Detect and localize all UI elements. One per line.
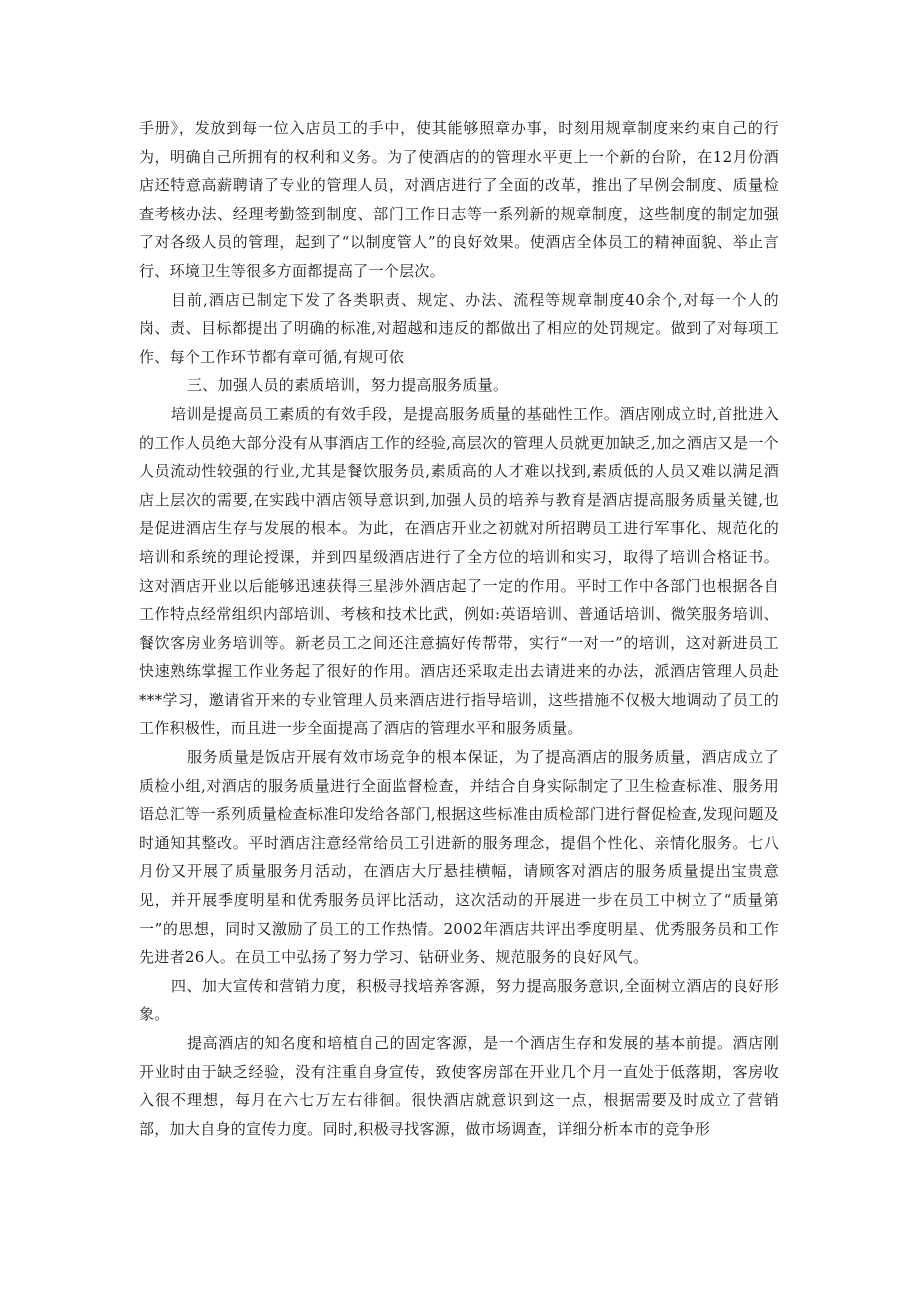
paragraph-regulations-manual: 手册》，发放到每一位入店员工的手中，使其能够照章办事，时刻用规章制度来约束自己的行为，明确自己所拥有的权利和义务。为了使酒店的的管理水平更上一个新的台阶，在12月份酒店还特意高薪聘请了专业的管理人员，对酒店进行了全面的改革，推出了早例会制度、质量检查考核办法、经理考勤签到制度、部门工作日志等一系列新的规章制度，这些制度的制定加强了对各级人员的管理，起到了“以制度管人”的良好效果。使酒店全体员工的精神面貌、举止言行、环境卫生等很多方面都提高了一个层次。 xyxy=(139,119,779,280)
document-page xyxy=(139,114,779,1143)
paragraph-training: 培训是提高员工素质的有效手段，是提高服务质量的基础性工作。酒店刚成立时,首批进入的工作人员绝大部分没有从事酒店工作的经验,高层次的管理人员就更加缺乏,加之酒店又是一个人员流动性较强的行业,尤其是餐饮服务员,素质高的人才难以找到,素质低的人员又难以满足酒店上层次的需要,在实践中酒店领导意识到,加强人员的培养与教育是酒店提高服务质量关键,也是促进酒店生存与发展的根本。为此，在酒店开业之初就对所招聘员工进行军事化、规范化的培训和系统的理论授课，并到四星级酒店进行了全方位的培训和实习，取得了培训合格证书。这对酒店开业以后能够迅速获得三星涉外酒店起了一定的作用。平时工作中各部门也根据各自工作特点经常组织内部培训、考核和技术比武，例如:英语培训、普通话培训、微笑服务培训、餐饮客房业务培训等。新老员工之间还注意搞好传帮带，实行“一对一”的培训，这对新进员工快速熟练掌握工作业务起了很好的作用。酒店还采取走出去请进来的办法，派酒店管理人员赴***学习，邀请省开来的专业管理人员来酒店进行指导培训，这些措施不仅极大地调动了员工的工作积极性，而且进一步全面提高了酒店的管理水平和服务质量。 xyxy=(139,404,779,738)
paragraph-service-quality: 服务质量是饭店开展有效市场竞争的根本保证，为了提高酒店的服务质量，酒店成立了质检小组,对酒店的服务质量进行全面监督检查，并结合自身实际制定了卫生检查标准、服务用语总汇等一系列质量检查标准印发给各部门,根据这些标准由质检部门进行督促检查,发现问题及时通知其整改。平时酒店注意经常给员工引进新的服务理念，提倡个性化、亲情化服务。七八月份又开展了质量服务月活动，在酒店大厅悬挂横幅，请顾客对酒店的服务质量提出宝贵意见，并开展季度明星和优秀服务员评比活动，这次活动的开展进一步在员工中树立了“质量第一”的思想，同时又激励了员工的工作热情。2002年酒店共评出季度明星、优秀服务员和工作先进者26人。在员工中弘扬了努力学习、钻研业务、规范服务的良好风气。 xyxy=(139,748,779,967)
section-heading-three: 三、加强人员的素质培训，努力提高服务质量。 xyxy=(187,376,509,395)
paragraph-marketing: 提高酒店的知名度和培植自己的固定客源，是一个酒店生存和发展的基本前提。酒店刚开业时由于缺乏经验，没有注重自身宣传，致使客房部在开业几个月一直处于低落期，客房收入很不理想，每月在六七万左右徘徊。很快酒店就意识到这一点，根据需要及时成立了营销部，加大自身的宣传力度。同时,积极寻找客源，做市场调查，详细分析本市的竞争形 xyxy=(139,1034,779,1138)
paragraph-current-rules: 目前,酒店已制定下发了各类职责、规定、办法、流程等规章制度40余个,对每一个人的岗、责、目标都提出了明确的标准,对超越和违反的都做出了相应的处罚规定。做到了对每项工作、每个工作环节都有章可循,有规可依 xyxy=(139,290,779,366)
section-heading-four: 四、加大宣传和营销力度，积极寻找培养客源，努力提高服务意识,全面树立酒店的良好形象。 xyxy=(139,976,779,1024)
